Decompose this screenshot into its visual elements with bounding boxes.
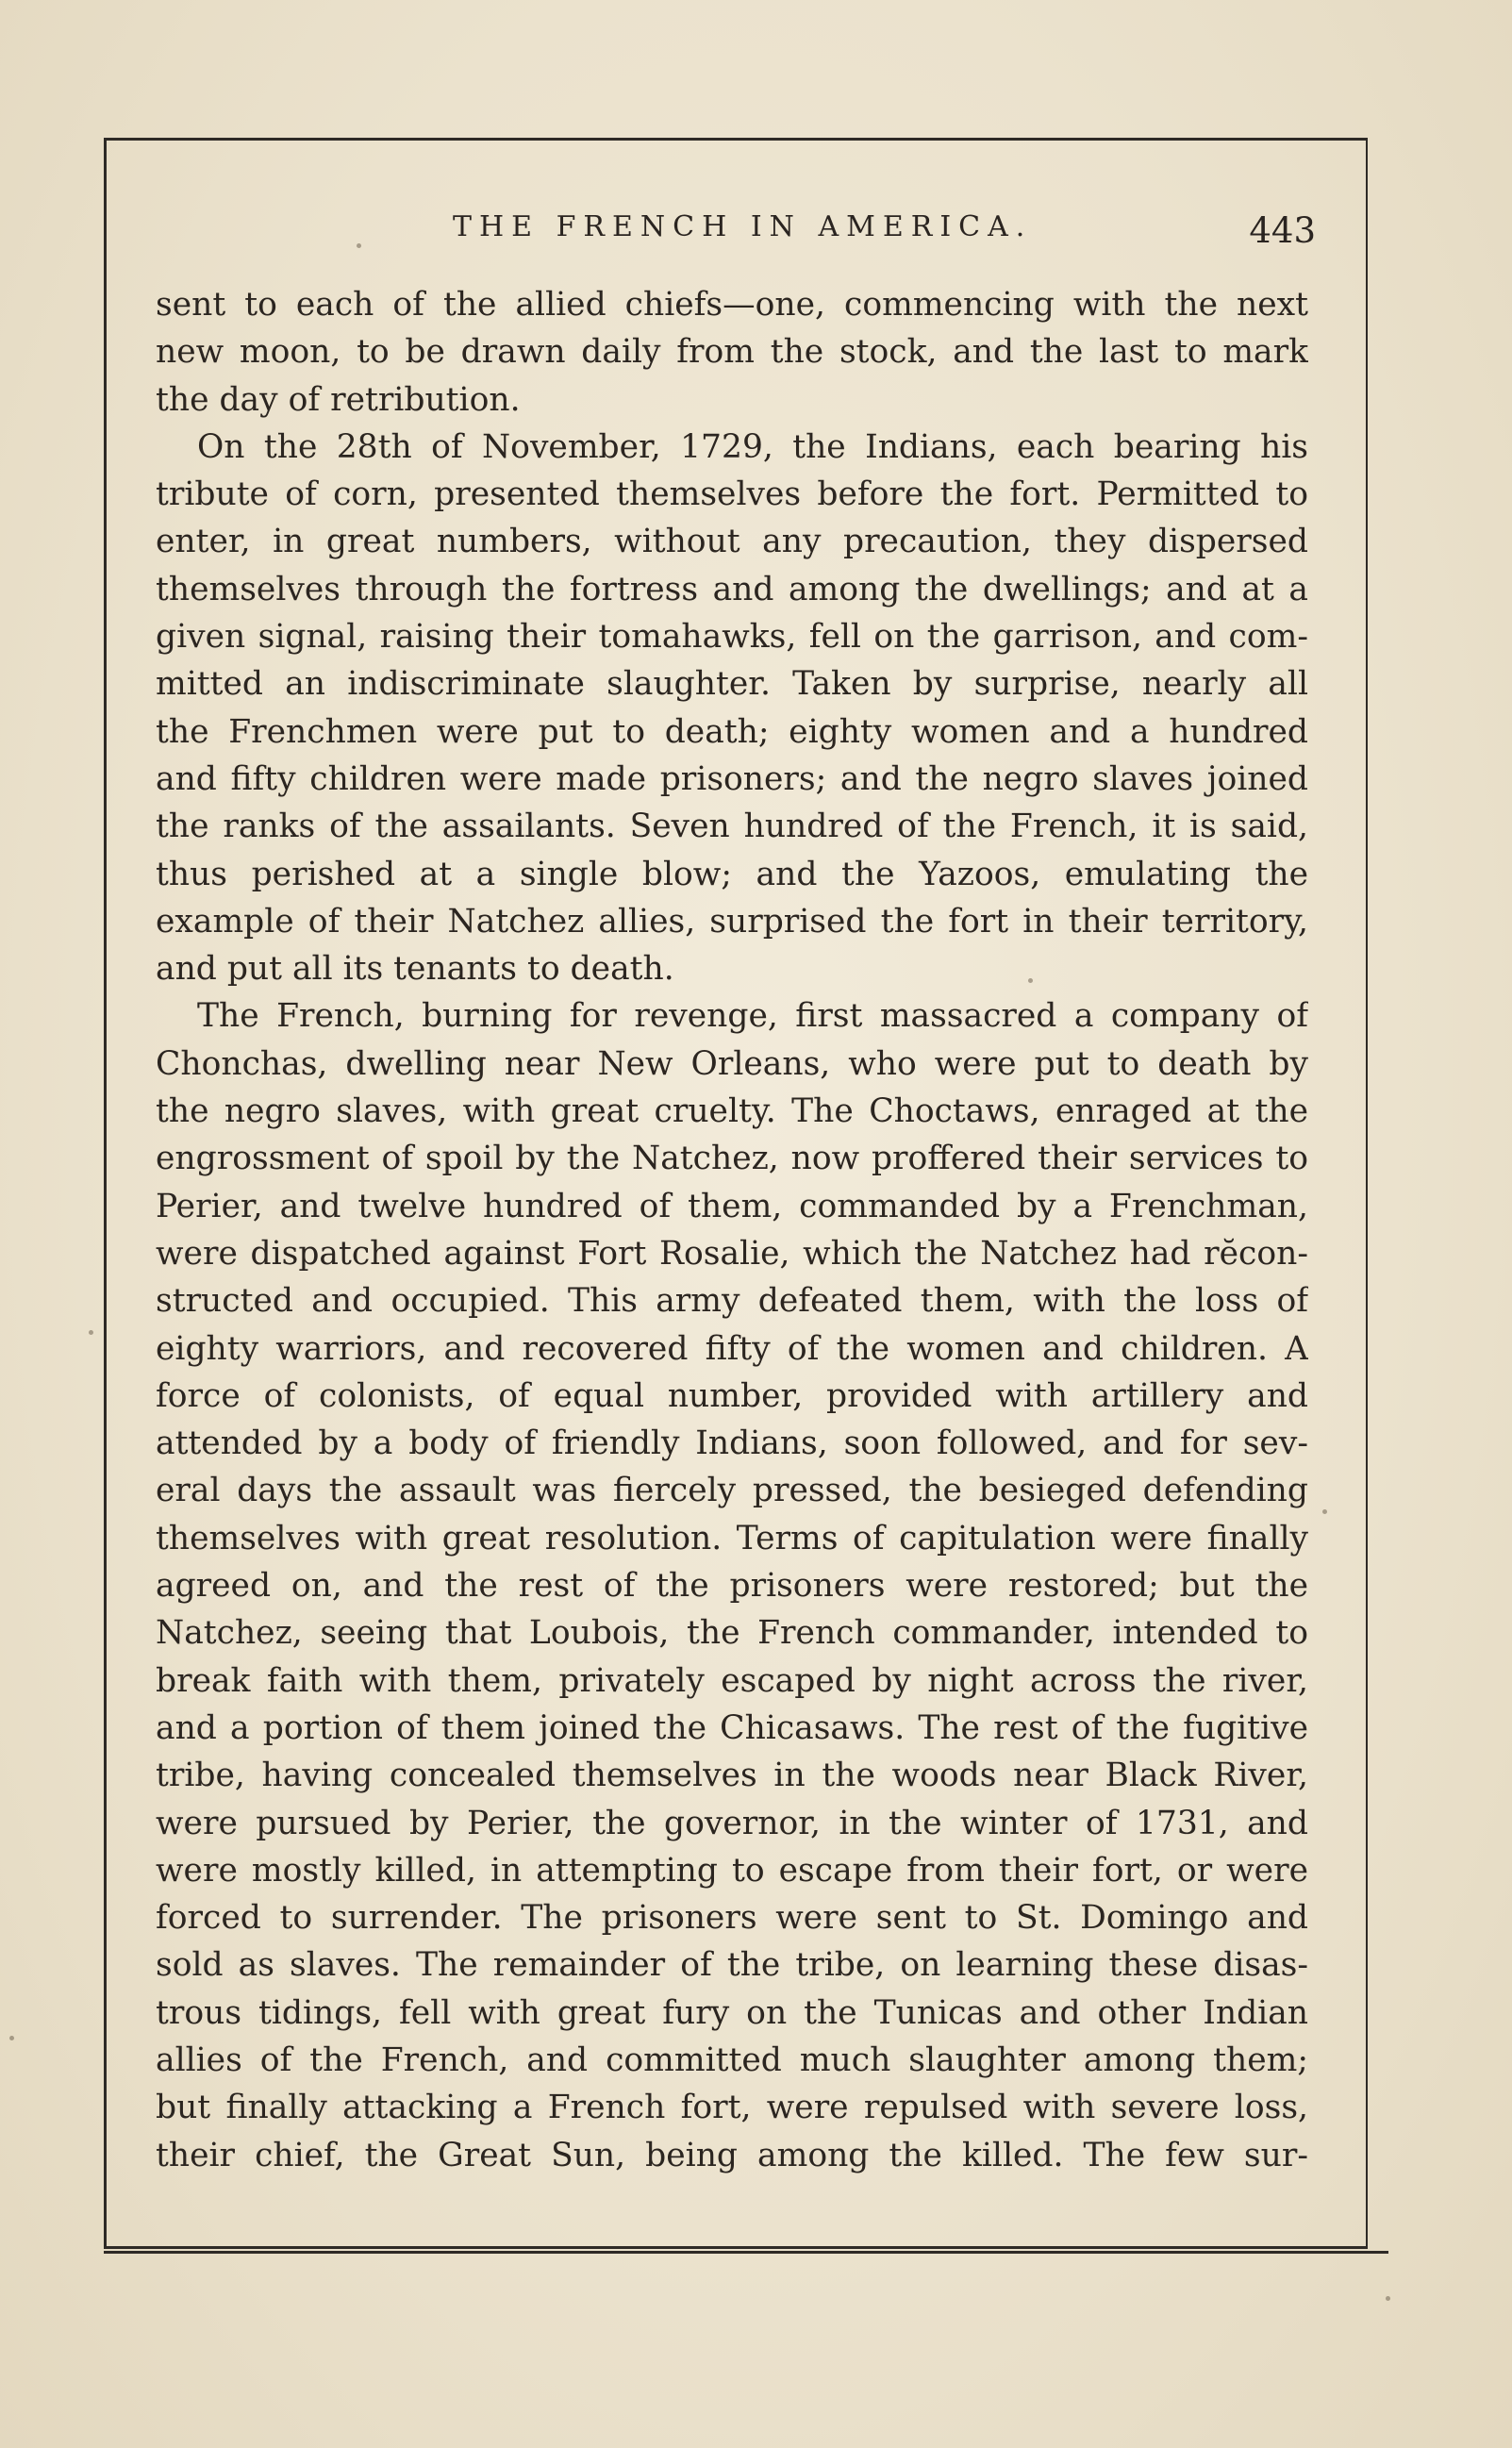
paper-speck [89, 1330, 93, 1335]
text-line: trous tidings, fell with great fury on the Tunicas and other Indian [156, 1993, 1308, 2032]
text-line: eral days the assault was fiercely pressed, the besieged defending [156, 1472, 1308, 1510]
text-line: and fifty children were made prisoners; and the negro slaves joined [156, 759, 1308, 798]
text-line: tribe, having concealed themselves in the woods near Black River, [156, 1757, 1308, 1795]
text-line: force of colonists, of equal number, provided with artillery and [156, 1376, 1308, 1415]
text-line: Perier, and twelve hundred of them, commanded by a Frenchman, [156, 1187, 1308, 1225]
text-line: Chonchas, dwelling near New Orleans, who were put to death by [156, 1044, 1308, 1083]
text-line: engrossment of spoil by the Natchez, now proffered their services to [156, 1140, 1308, 1178]
text-line: themselves through the fortress and among the dwellings; and at a [156, 570, 1308, 608]
text-line: mitted an indiscriminate slaughter. Taken by surprise, nearly all [156, 665, 1308, 704]
text-line: The French, burning for revenge, first massacred a company of [197, 997, 1308, 1036]
paper-speck [1028, 978, 1033, 983]
text-line: were pursued by Perier, the governor, in the winter of 1731, and [156, 1804, 1308, 1842]
running-title: THE FRENCH IN AMERICA. [453, 210, 1033, 243]
text-line: agreed on, and the rest of the prisoners were restored; but the [156, 1567, 1308, 1606]
text-line: example of their Natchez allies, surprised the fort in their territory, [156, 902, 1308, 941]
text-line: were mostly killed, in attempting to escape from their fort, or were [156, 1851, 1308, 1890]
text-line: thus perished at a single blow; and the Yazoos, emulating the [156, 855, 1308, 893]
text-line: the Frenchmen were put to death; eighty women and a hundred [156, 712, 1308, 751]
text-line: enter, in great numbers, without any precaution, they dispersed [156, 523, 1308, 561]
text-line: tribute of corn, presented themselves before the fort. Permitted to [156, 475, 1308, 514]
text-line: the negro slaves, with great cruelty. The Choctaws, enraged at the [156, 1092, 1308, 1131]
text-line: eighty warriors, and recovered fifty of the women and children. A [156, 1329, 1308, 1368]
text-line: new moon, to be drawn daily from the stock, and the last to mark [156, 333, 1308, 372]
paper-speck [9, 2036, 14, 2040]
text-line: the day of retribution. [156, 380, 521, 419]
text-line: and put all its tenants to death. [156, 950, 674, 989]
page-border-bottom-rule [104, 2251, 1388, 2254]
text-line: structed and occupied. This army defeated them, with the loss of [156, 1282, 1308, 1321]
text-line: given signal, raising their tomahawks, fell on the garrison, and com- [156, 618, 1308, 657]
text-line: On the 28th of November, 1729, the Indians, each bearing his [197, 427, 1308, 466]
text-line: Natchez, seeing that Loubois, the French commander, intended to [156, 1614, 1308, 1653]
text-line: themselves with great resolution. Terms of capitulation were finally [156, 1519, 1308, 1557]
running-header [160, 203, 1316, 259]
text-line: forced to surrender. The prisoners were sent to St. Domingo and [156, 1899, 1308, 1938]
text-line: allies of the French, and committed much slaughter among them; [156, 2040, 1308, 2079]
paper-speck [357, 243, 361, 248]
text-line: break faith with them, privately escaped by night across the river, [156, 1661, 1308, 1700]
text-line: the ranks of the assailants. Seven hundred of the French, it is said, [156, 808, 1308, 846]
text-line: their chief, the Great Sun, being among the killed. The few sur- [156, 2136, 1308, 2174]
text-line: were dispatched against Fort Rosalie, which the Natchez had rĕcon- [156, 1234, 1308, 1273]
body-text [156, 281, 1308, 2179]
paper-speck [1322, 1509, 1327, 1514]
text-line: but finally attacking a French fort, were repulsed with severe loss, [156, 2089, 1308, 2127]
text-line: sold as slaves. The remainder of the tribe, on learning these disas- [156, 1946, 1308, 1985]
page-number: 443 [1249, 210, 1316, 251]
text-line: attended by a body of friendly Indians, soon followed, and for sev- [156, 1424, 1308, 1463]
text-line: sent to each of the allied chiefs—one, commencing with the next [156, 286, 1308, 324]
text-line: and a portion of them joined the Chicasaws. The rest of the fugitive [156, 1708, 1308, 1747]
paper-speck [1386, 2296, 1390, 2301]
